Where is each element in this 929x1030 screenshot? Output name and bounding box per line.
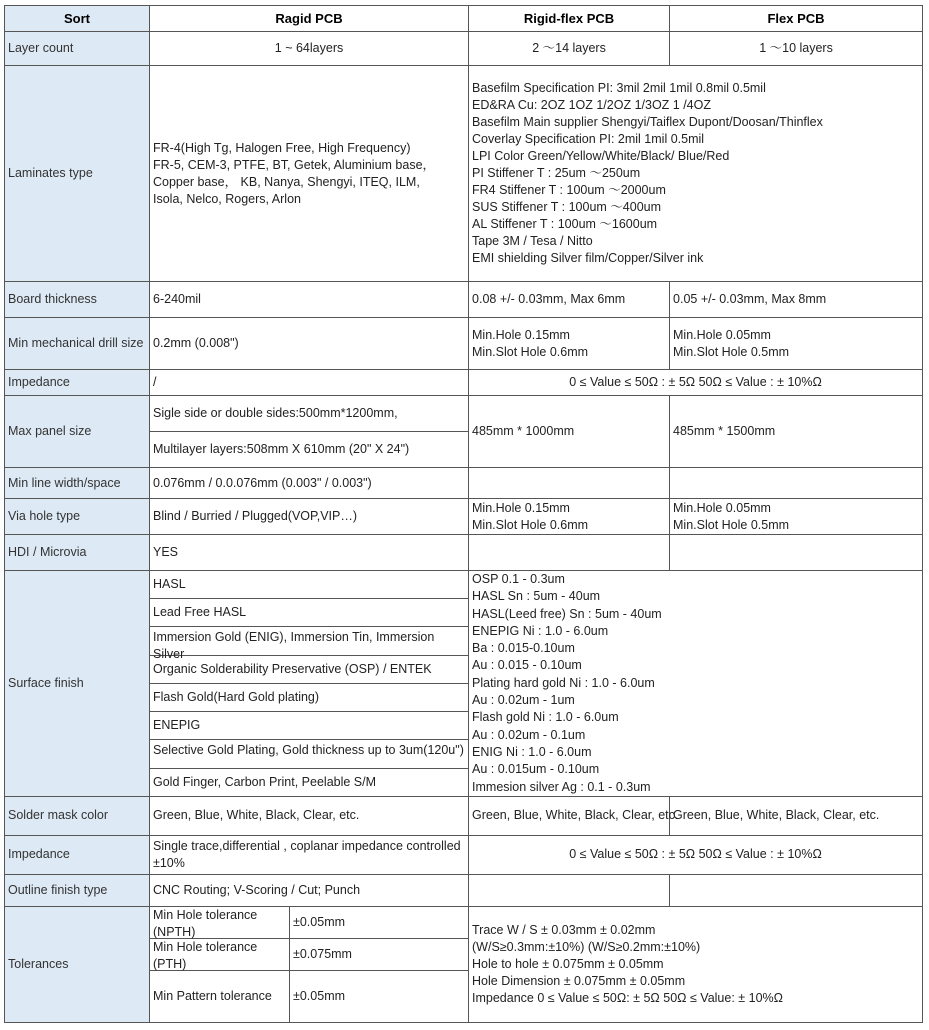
label-min-drill: Min mechanical drill size xyxy=(5,318,150,370)
label-surface: Surface finish xyxy=(5,571,150,797)
cell-rigid-flex-hdi xyxy=(469,535,670,571)
surface-item-text: Immersion Gold (ENIG), Immersion Tin, Immersion Silver xyxy=(153,630,435,662)
row-surface-1 xyxy=(5,571,923,599)
label-board-thickness: Board thickness xyxy=(5,282,150,318)
cell-rigid-impedance-2: Single trace,differential , coplanar impedance controlled ±10% xyxy=(150,835,469,874)
row-solder-mask xyxy=(5,796,923,835)
cell-rigid-solder-mask: Green, Blue, White, Black, Clear, etc. xyxy=(150,796,469,835)
cell-rigid-hdi: YES xyxy=(150,535,469,571)
cell-tolerance-value: ±0.075mm xyxy=(290,938,469,970)
cell-rigid-max-panel-single: Sigle side or double sides:500mm*1200mm, xyxy=(150,396,469,432)
row-tolerance-1 xyxy=(5,906,923,938)
row-min-line xyxy=(5,468,923,499)
label-outline: Outline finish type xyxy=(5,874,150,906)
cell-flex-impedance-1: 0 ≤ Value ≤ 50Ω : ± 5Ω 50Ω ≤ Value : ± 10%Ω xyxy=(469,370,923,396)
label-min-line: Min line width/space xyxy=(5,468,150,499)
cell-flex-solder-mask: Green, Blue, White, Black, Clear, etc. xyxy=(670,796,923,835)
row-via-hole xyxy=(5,499,923,535)
surface-item-text: Selective Gold Plating, Gold thickness up to 3um(120u") xyxy=(153,742,464,757)
label-tolerances: Tolerances xyxy=(5,906,150,1022)
cell-tolerance-value: ±0.05mm xyxy=(290,906,469,938)
cell-flex-min-drill: Min.Hole 0.05mm Min.Slot Hole 0.5mm xyxy=(670,318,923,370)
cell-surface-item: ENEPIG xyxy=(150,712,469,740)
cell-flex-laminates: Basefilm Specification PI: 3mil 2mil 1mil 0.8mil 0.5mil ED&RA Cu: 2OZ 1OZ 1/2OZ 1/3OZ 1 /4OZ Basefilm Main supplier Shengyi/Taiflex Dupont/Doosan/Thinflex Coverlay Specification PI: 2mil 1mil 0.5mil LPI Color Green/Yellow/White/Black/ Blue/Red PI Stiffener T : 25um ～250um FR4 Stiffener T : 100um ～2000um SUS Stiffener T : 100um ～400um AL Stiffener T : 100um ～1600um Tape 3M / Tesa / Nitto EMI shielding Silver film/Copper/Silver ink xyxy=(469,66,923,282)
pcb-spec-table xyxy=(4,5,923,1023)
cell-rigid-flex-min-drill: Min.Hole 0.15mm Min.Slot Hole 0.6mm xyxy=(469,318,670,370)
row-min-drill xyxy=(5,318,923,370)
row-impedance-2 xyxy=(5,835,923,874)
label-layer-count: Layer count xyxy=(5,32,150,66)
row-max-panel-1 xyxy=(5,396,923,432)
cell-rigid-layer-count: 1 ~ 64layers xyxy=(150,32,469,66)
cell-surface-item xyxy=(150,627,469,662)
header-rigid-flex: Rigid-flex PCB xyxy=(469,6,670,32)
row-outline xyxy=(5,874,923,906)
cell-rigid-flex-via-hole: Min.Hole 0.15mm Min.Slot Hole 0.6mm xyxy=(469,499,670,535)
cell-rigid-flex-outline xyxy=(469,874,670,906)
cell-flex-min-line xyxy=(670,468,923,499)
cell-rigid-outline: CNC Routing; V-Scoring / Cut; Punch xyxy=(150,874,469,906)
cell-rigid-impedance-1: / xyxy=(150,370,469,396)
cell-rigid-flex-layer-count: 2 ～14 layers xyxy=(469,32,670,66)
label-laminates: Laminates type xyxy=(5,66,150,282)
row-hdi xyxy=(5,535,923,571)
cell-surface-item: Organic Solderability Preservative (OSP) / ENTEK xyxy=(150,655,469,683)
cell-flex-impedance-2: 0 ≤ Value ≤ 50Ω : ± 5Ω 50Ω ≤ Value : ± 10%Ω xyxy=(469,835,923,874)
cell-flex-max-panel: 485mm * 1500mm xyxy=(670,396,923,468)
row-board-thickness xyxy=(5,282,923,318)
cell-flex-tolerances: Trace W / S ± 0.03mm ± 0.02mm (W/S≥0.3mm:±10%) (W/S≥0.2mm:±10%) Hole to hole ± 0.075mm ± 0.05mm Hole Dimension ± 0.075mm ± 0.05mm Impedance 0 ≤ Value ≤ 50Ω: ± 5Ω 50Ω ≤ Value: ± 10%Ω xyxy=(469,906,923,1022)
header-rigid: Ragid PCB xyxy=(150,6,469,32)
cell-rigid-flex-solder-mask: Green, Blue, White, Black, Clear, etc. xyxy=(469,796,670,835)
cell-flex-layer-count: 1 ～10 layers xyxy=(670,32,923,66)
cell-rigid-flex-board-thickness: 0.08 +/- 0.03mm, Max 6mm xyxy=(469,282,670,318)
cell-flex-hdi xyxy=(670,535,923,571)
cell-rigid-min-drill: 0.2mm (0.008") xyxy=(150,318,469,370)
cell-rigid-board-thickness: 6-240mil xyxy=(150,282,469,318)
cell-rigid-laminates: FR-4(High Tg, Halogen Free, High Frequency) FR-5, CEM-3, PTFE, BT, Getek, Aluminium base， Copper base， KB, Nanya, Shengyi, ITEQ, ILM, Isola, Nelco, Rogers, Arlon xyxy=(150,66,469,282)
cell-flex-board-thickness: 0.05 +/- 0.03mm, Max 8mm xyxy=(670,282,923,318)
tolerance-name-text: Min Hole tolerance (PTH) xyxy=(153,940,258,972)
cell-rigid-via-hole: Blind / Burried / Plugged(VOP,VIP…) xyxy=(150,499,469,535)
cell-tolerance-name xyxy=(150,938,290,970)
label-impedance-1: Impedance xyxy=(5,370,150,396)
cell-surface-item: HASL xyxy=(150,571,469,599)
cell-rigid-min-line: 0.076mm / 0.0.076mm (0.003" / 0.003") xyxy=(150,468,469,499)
cell-surface-item: Flash Gold(Hard Gold plating) xyxy=(150,683,469,711)
row-impedance-1 xyxy=(5,370,923,396)
label-hdi: HDI / Microvia xyxy=(5,535,150,571)
label-solder-mask: Solder mask color xyxy=(5,796,150,835)
header-row xyxy=(5,6,923,32)
cell-surface-item: Lead Free HASL xyxy=(150,599,469,627)
header-flex: Flex PCB xyxy=(670,6,923,32)
label-max-panel: Max panel size xyxy=(5,396,150,468)
header-sort: Sort xyxy=(5,6,150,32)
cell-surface-item: Gold Finger, Carbon Print, Peelable S/M xyxy=(150,768,469,796)
label-impedance-2: Impedance xyxy=(5,835,150,874)
cell-tolerance-name: Min Pattern tolerance xyxy=(150,970,290,1022)
label-via-hole: Via hole type xyxy=(5,499,150,535)
cell-flex-via-hole: Min.Hole 0.05mm Min.Slot Hole 0.5mm xyxy=(670,499,923,535)
cell-tolerance-value: ±0.05mm xyxy=(290,970,469,1022)
row-layer-count xyxy=(5,32,923,66)
tolerance-name-text: Min Hole tolerance (NPTH) xyxy=(153,908,258,940)
cell-flex-outline xyxy=(670,874,923,906)
row-laminates xyxy=(5,66,923,282)
cell-rigid-flex-min-line xyxy=(469,468,670,499)
cell-surface-item xyxy=(150,740,469,768)
cell-flex-surface: OSP 0.1 - 0.3um HASL Sn : 5um - 40um HASL(Leed free) Sn : 5um - 40um ENEPIG Ni : 1.0 - 6.0um Ba : 0.015-0.10um Au : 0.015 - 0.10um Plating hard gold Ni : 1.0 - 6.0um Au : 0.02um - 1um Flash gold Ni : 1.0 - 6.0um Au : 0.02um - 0.1um ENIG Ni : 1.0 - 6.0um Au : 0.015um - 0.10um Immesion silver Ag : 0.1 - 0.3um xyxy=(469,571,923,797)
cell-tolerance-name xyxy=(150,906,290,938)
cell-rigid-flex-max-panel: 485mm * 1000mm xyxy=(469,396,670,468)
cell-rigid-max-panel-multi: Multilayer layers:508mm X 610mm (20" X 24") xyxy=(150,432,469,468)
